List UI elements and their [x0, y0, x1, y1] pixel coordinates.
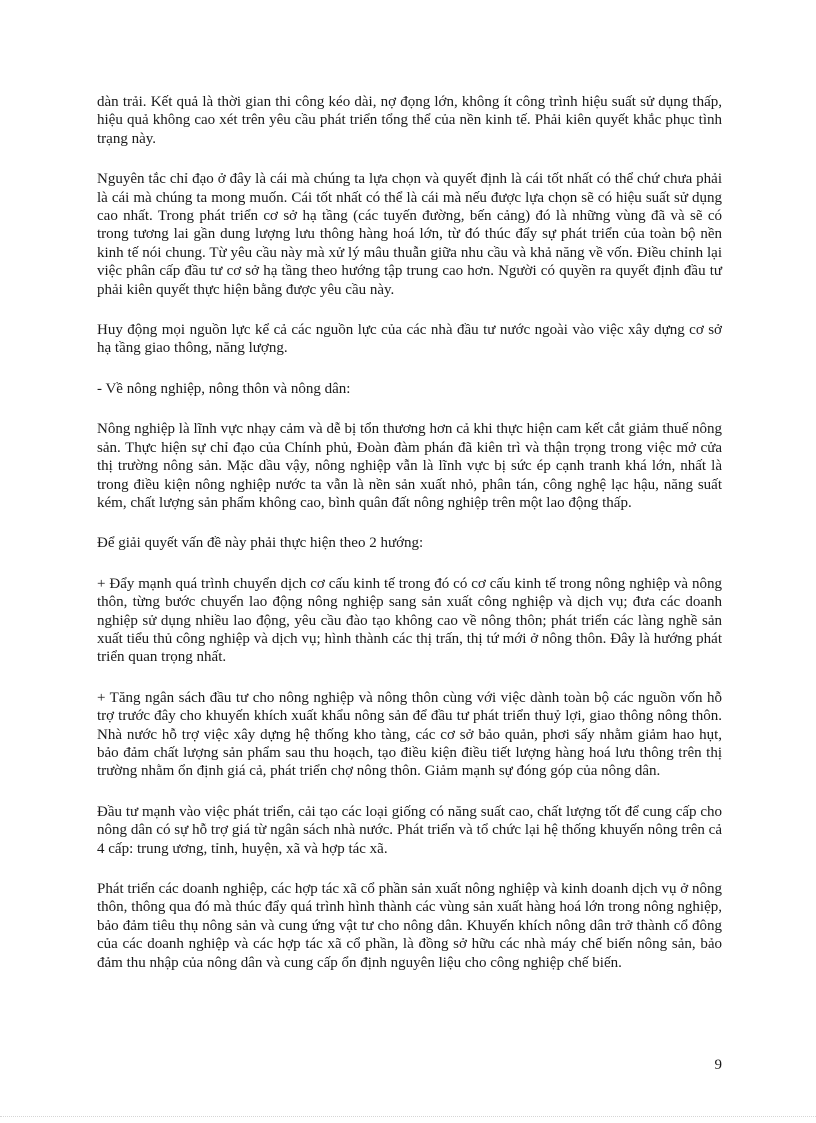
paragraph-5: Nông nghiệp là lĩnh vực nhạy cảm và dễ bị tổn thương hơn cả khi thực hiện cam kết cắt giảm thuế nông sản. Thực hiện sự chỉ đạo của Chính phủ, Đoàn đàm phán đã kiên trì và thận trọng trong việc mở cửa thị trường nông sản. Mặc dầu vậy, nông nghiệp vẫn là lĩnh vực bị sức ép cạnh tranh khá lớn, nhất là trong điều kiện nông nghiệp nước ta vẫn là nền sản xuất nhỏ, phân tán, công nghệ lạc hậu, năng suất kém, chất lượng sản phẩm không cao, bình quân đất nông nghiệp trên một lao động thấp.	[97, 421, 722, 511]
paragraph-9: Đầu tư mạnh vào việc phát triển, cải tạo các loại giống có năng suất cao, chất lượng tốt để cung cấp cho nông dân có sự hỗ trợ giá từ ngân sách nhà nước. Phát triển và tổ chức lại hệ thống khuyến nông trên cả 4 cấp: trung ương, tỉnh, huyện, xã và hợp tác xã.	[97, 803, 722, 857]
paragraph-2: Nguyên tắc chỉ đạo ở đây là cái mà chúng ta lựa chọn và quyết định là cái tốt nhất có thể chứ chưa phải là cái mà chúng ta mong muốn. Cái tốt nhất có thể là cái mà nếu được lựa chọn sẽ có hiệu suất sử dụng cao nhất. Trong phát triển cơ sở hạ tầng (các tuyến đường, bến cảng) đó là những vùng đã và sẽ có trong tương lai gần dung lượng lưu thông hàng hoá lớn, từ đó thúc đẩy sự phát triển của toàn bộ nền kinh tế nói chung. Từ yêu cầu này mà xử lý mâu thuẫn giữa nhu cầu và khả năng về vốn. Điều chỉnh lại việc phân cấp đầu tư cơ sở hạ tầng theo hướng tập trung cao hơn. Người có quyền ra quyết định đầu tư phải kiên quyết thực hiện bằng được yêu cầu này.	[97, 171, 722, 298]
bullet-paragraph-1: + Đẩy mạnh quá trình chuyển dịch cơ cấu kinh tế trong đó có cơ cấu kinh tế trong nông nghiệp và nông thôn, từng bước chuyển lao động nông nghiệp sang sản xuất công nghiệp và dịch vụ; đưa các doanh nghiệp sử dụng nhiều lao động, yêu cầu đào tạo không cao về nông thôn; phát triển các làng nghề sản xuất tiểu thủ công nghiệp và dịch vụ; hình thành các thị trấn, thị tứ mới ở nông thôn. Đây là hướng phát triển quan trọng nhất.	[97, 575, 722, 666]
document-body	[97, 93, 722, 994]
page-bottom-divider	[0, 1116, 816, 1117]
page-number: 9	[714, 1057, 722, 1073]
paragraph-1: dàn trải. Kết quả là thời gian thi công kéo dài, nợ đọng lớn, không ít công trình hiệu suất sử dụng thấp, hiệu quả không cao xét trên yêu cầu phát triển tổng thể của nền kinh tế. Phải kiên quyết khắc phục tình trạng này.	[97, 94, 722, 147]
section-heading-agriculture: - Về nông nghiệp, nông thôn và nông dân:	[97, 380, 351, 397]
paragraph-10: Phát triển các doanh nghiệp, các hợp tác xã cổ phần sản xuất nông nghiệp và kinh doanh dịch vụ ở nông thôn, thông qua đó mà thúc đẩy quá trình hình thành các vùng sản xuất hàng hoá lớn trong nông nghiệp, bảo đảm tiêu thụ nông sản và cung ứng vật tư cho nông dân. Khuyến khích nông dân trở thành cổ đông của các doanh nghiệp và các hợp tác xã cổ phần, là đồng sở hữu các nhà máy chế biến nông sản, bảo đảm thu nhập của nông dân và cung cấp ổn định nguyên liệu cho công nghiệp chế biến.	[97, 881, 722, 971]
bullet-paragraph-2: + Tăng ngân sách đầu tư cho nông nghiệp và nông thôn cùng với việc dành toàn bộ các nguồn vốn hỗ trợ trước đây cho khuyến khích xuất khẩu nông sản để đầu tư phát triển thuỷ lợi, giao thông nông thôn. Nhà nước hỗ trợ việc xây dựng hệ thống kho tàng, các cơ sở bảo quản, phơi sấy nhằm giảm hao hụt, bảo đảm chất lượng sản phẩm sau thu hoạch, tạo điều kiện điều tiết lượng hàng hoá lưu thông trên thị trường nhằm ổn định giá cả, phát triển chợ nông thôn. Giảm mạnh sự đóng góp của nông dân.	[97, 689, 722, 780]
paragraph-3: Huy động mọi nguồn lực kể cả các nguồn lực của các nhà đầu tư nước ngoài vào việc xây dựng cơ sở hạ tầng giao thông, năng lượng.	[97, 322, 722, 357]
paragraph-6: Để giải quyết vấn đề này phải thực hiện theo 2 hướng:	[97, 535, 424, 552]
